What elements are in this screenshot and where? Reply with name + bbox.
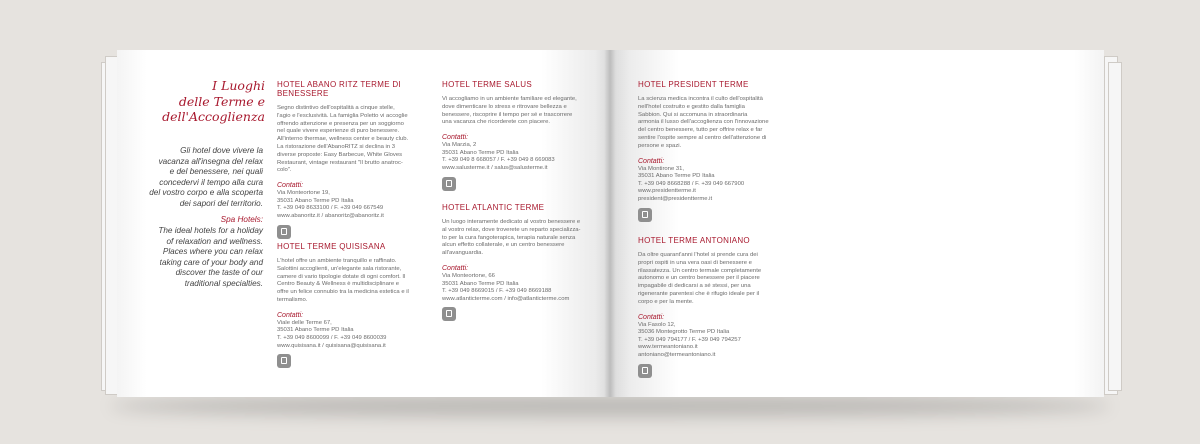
qr-code-icon [442, 307, 456, 321]
qr-code-icon [638, 364, 652, 378]
hotel-name: HOTEL TERME QUISISANA [277, 242, 386, 251]
hotel-phone: T. +39 049 8633100 / F. +39 049 667549 [277, 205, 384, 212]
intro-line: Places where you can relax [162, 247, 263, 257]
hotel-web: www.atlanticterme.com / info@atlanticterme.com [442, 295, 570, 302]
hotel-phone: T. +39 049 8668288 / F. +39 049 667900 [638, 180, 745, 187]
qr-code-icon [442, 177, 456, 191]
hotel-city: 35031 Abano Terme PD Italia [442, 280, 519, 287]
intro-line: e del benessere, nei quali [169, 167, 263, 177]
desc-line: offre un felice connubio tra la medicina estetica e il [277, 289, 409, 296]
hotel-phone: T. +39 049 8669015 / F. +39 049 8669188 [442, 288, 552, 295]
hotel-name: HOTEL ATLANTIC TERME [442, 203, 545, 212]
intro-english [147, 226, 263, 290]
desc-line: rigenerante parentesi che è rifugio ideale per il [638, 290, 760, 297]
hotel-name: HOTEL TERME SALUS [442, 80, 533, 89]
contacts-label: Contatti: [638, 157, 665, 165]
desc-line: dove dimenticare lo stress e ritrovare bellezza e [442, 103, 567, 110]
desc-line: Sabbion. Qui si accomuna in straordinaria [638, 111, 748, 118]
qr-code-icon [638, 208, 652, 222]
desc-line: All'interno thermae, wellness center e beauty club. [277, 136, 409, 143]
intro-line: of relaxation and wellness. [166, 236, 263, 246]
book-shadow [110, 395, 1110, 417]
intro-line: concedervi il tempo alla cura [159, 177, 263, 187]
desc-line: benessere, riscoprire il tempo per sé e trascorrere [442, 111, 573, 118]
intro-italian [147, 146, 263, 210]
desc-line: Segno distintivo dell'ospitalità a cinque stelle, [277, 105, 395, 111]
desc-line: offrendo attenzione e presenza per un soggiorno [277, 120, 404, 127]
hotel-address: Via Marzia, 2 [442, 142, 477, 149]
hotel-quisisana [277, 242, 437, 368]
hotel-address: Viale delle Terme 67, [277, 319, 332, 326]
title-line: I Luoghi [212, 78, 265, 93]
desc-line: sentire l'ospite sempre al centro dell'attenzione di [638, 134, 767, 141]
intro-line: discover the taste of our [175, 268, 263, 278]
desc-line: Centro Beauty & Wellness è multidisciplinare e [277, 281, 400, 288]
desc-line: termalismo. [277, 296, 308, 303]
hotel-address: Via Monteortone 19, [277, 190, 330, 197]
desc-line: del centro benessere, tutto per offrire relax e far [638, 127, 763, 134]
desc-line: propri ospiti in una vera oasi di benessere e [638, 259, 752, 266]
intro-line: Gli hotel dove vivere la [180, 146, 263, 155]
qr-code-icon [277, 354, 291, 368]
hotel-description [277, 258, 437, 305]
hotel-phone: T. +39 049 794177 / F. +39 049 794257 [638, 336, 741, 343]
desc-line: diverse proposte: Easy Barbecue, White Gloves [277, 151, 403, 158]
intro-line: vacanza all'insegna del relax [158, 156, 263, 166]
desc-line: to per la cura fangoterapica, terapia naturale senza [442, 234, 576, 241]
hotel-email: antoniano@termeantoniano.it [638, 351, 716, 358]
desc-line: nell'hotel costruito e gestito dalla famiglia [638, 103, 745, 110]
hotel-web: www.salusterme.it / salus@salusterme.it [442, 164, 548, 171]
hotel-description [277, 105, 437, 175]
desc-line: L'hotel offre un ambiente tranquillo e raffinato. [277, 258, 397, 264]
intro-line: del vostro corpo e alla scoperta [149, 188, 263, 198]
hotel-web: www.termeantoniano.it [638, 344, 698, 351]
hotel-description [638, 252, 803, 307]
hotel-address: Via Montirone 31, [638, 165, 685, 172]
desc-line: corpo e per la mente. [638, 298, 694, 305]
hotel-name: HOTEL PRESIDENT TERME [638, 80, 749, 89]
desc-line: al vostro relax, dove troverete un reparto specializza- [442, 226, 581, 233]
qr-code-icon [277, 225, 291, 239]
hotel-abano-ritz [277, 80, 437, 239]
intro-line: traditional specialties. [184, 278, 263, 288]
right-page-stack-outer [1108, 62, 1122, 391]
hotel-email: president@presidentterme.it [638, 195, 713, 202]
hotel-address: Via Fasolo 12, [638, 321, 676, 328]
desc-line: colo". [277, 167, 292, 174]
spa-hotels-label: Spa Hotels: [220, 215, 263, 224]
hotel-name: HOTEL ABANO RITZ TERME DI BENESSERE [277, 80, 401, 98]
book-gutter [604, 50, 616, 397]
desc-line: nel quale vivere esperienze di puro benessere. [277, 128, 400, 135]
hotel-city: 35036 Montegrotto Terme PD Italia [638, 329, 730, 336]
hotel-president [638, 80, 803, 222]
desc-line: autonomo e un centro benessere per il piacere [638, 275, 760, 282]
hotel-atlantic [442, 203, 602, 321]
hotel-antoniano [638, 236, 803, 378]
contacts-label: Contatti: [442, 264, 469, 272]
desc-line: l'agio e l'esclusività. La famiglia Poletto vi accoglie [277, 112, 408, 119]
contacts-label: Contatti: [277, 311, 304, 319]
intro-line: taking care of your body and [159, 257, 263, 267]
hotel-description [442, 219, 602, 258]
hotel-web: www.quisisana.it / quisisana@quisisana.it [277, 342, 386, 349]
desc-line: Vi accogliamo in un ambiente familiare ed elegante, [442, 96, 577, 102]
hotel-description [638, 96, 803, 151]
desc-line: Salottini accoglienti, un'elegante sala ristorante, [277, 265, 402, 272]
title-line: dell'Accoglienza [162, 109, 265, 124]
hotel-name: HOTEL TERME ANTONIANO [638, 236, 750, 245]
contacts-label: Contatti: [442, 134, 469, 142]
hotel-city: 35031 Abano Terme PD Italia [638, 173, 715, 180]
desc-line: armonia il lusso dell'accoglienza con l'innovazione [638, 119, 769, 126]
hotel-phone: T. +39 049 8 668057 / F. +39 049 8 669083 [442, 157, 555, 164]
desc-line: impagabile di dedicarsi a sé stessi, per una [638, 283, 751, 290]
desc-line: camere di vario tipologie dotate di ogni comfort. Il [277, 273, 406, 280]
hotel-city: 35031 Abano Terme PD Italia [277, 197, 354, 204]
contacts-label: Contatti: [277, 182, 304, 190]
hotel-description [442, 96, 602, 127]
intro-line: The ideal hotels for a holiday [158, 226, 263, 235]
intro-line: dei sapori del territorio. [179, 198, 263, 208]
hotel-address: Via Monteortone, 66 [442, 272, 495, 279]
contacts-label: Contatti: [638, 313, 665, 321]
desc-line: Da oltre quarant'anni l'hotel si prende cura dei [638, 252, 758, 258]
hotel-salus [442, 80, 602, 191]
hotel-city: 35031 Abano Terme PD Italia [277, 327, 354, 334]
desc-line: Un luogo interamente dedicato al vostro benessere e [442, 219, 581, 225]
desc-line: Restaurant, vintage restaurant "Il brutto anatroc- [277, 159, 403, 166]
desc-line: una vacanza che ricorderete con piacere. [442, 119, 551, 126]
desc-line: all'avanguardia. [442, 250, 484, 257]
desc-line: persone e spazi. [638, 142, 682, 149]
desc-line: La scienza medica incontra il culto dell'ospitalità [638, 96, 763, 102]
title-line: delle Terme e [178, 93, 265, 109]
hotel-web: www.abanoritz.it / abanoritz@abanoritz.it [277, 212, 384, 219]
desc-line: La ristorazione dell'AbanoRITZ si declina in 3 [277, 143, 396, 150]
section-title [155, 78, 265, 125]
hotel-phone: T. +39 049 8600099 / F. +39 049 8600039 [277, 334, 387, 341]
hotel-city: 35031 Abano Terme PD Italia [442, 149, 519, 156]
desc-line: alcun effetto collaterale, e un centro benessere [442, 242, 565, 249]
desc-line: rilassatezza. Un centro termale completamente [638, 267, 762, 274]
hotel-web: www.presidentterme.it [638, 188, 696, 195]
